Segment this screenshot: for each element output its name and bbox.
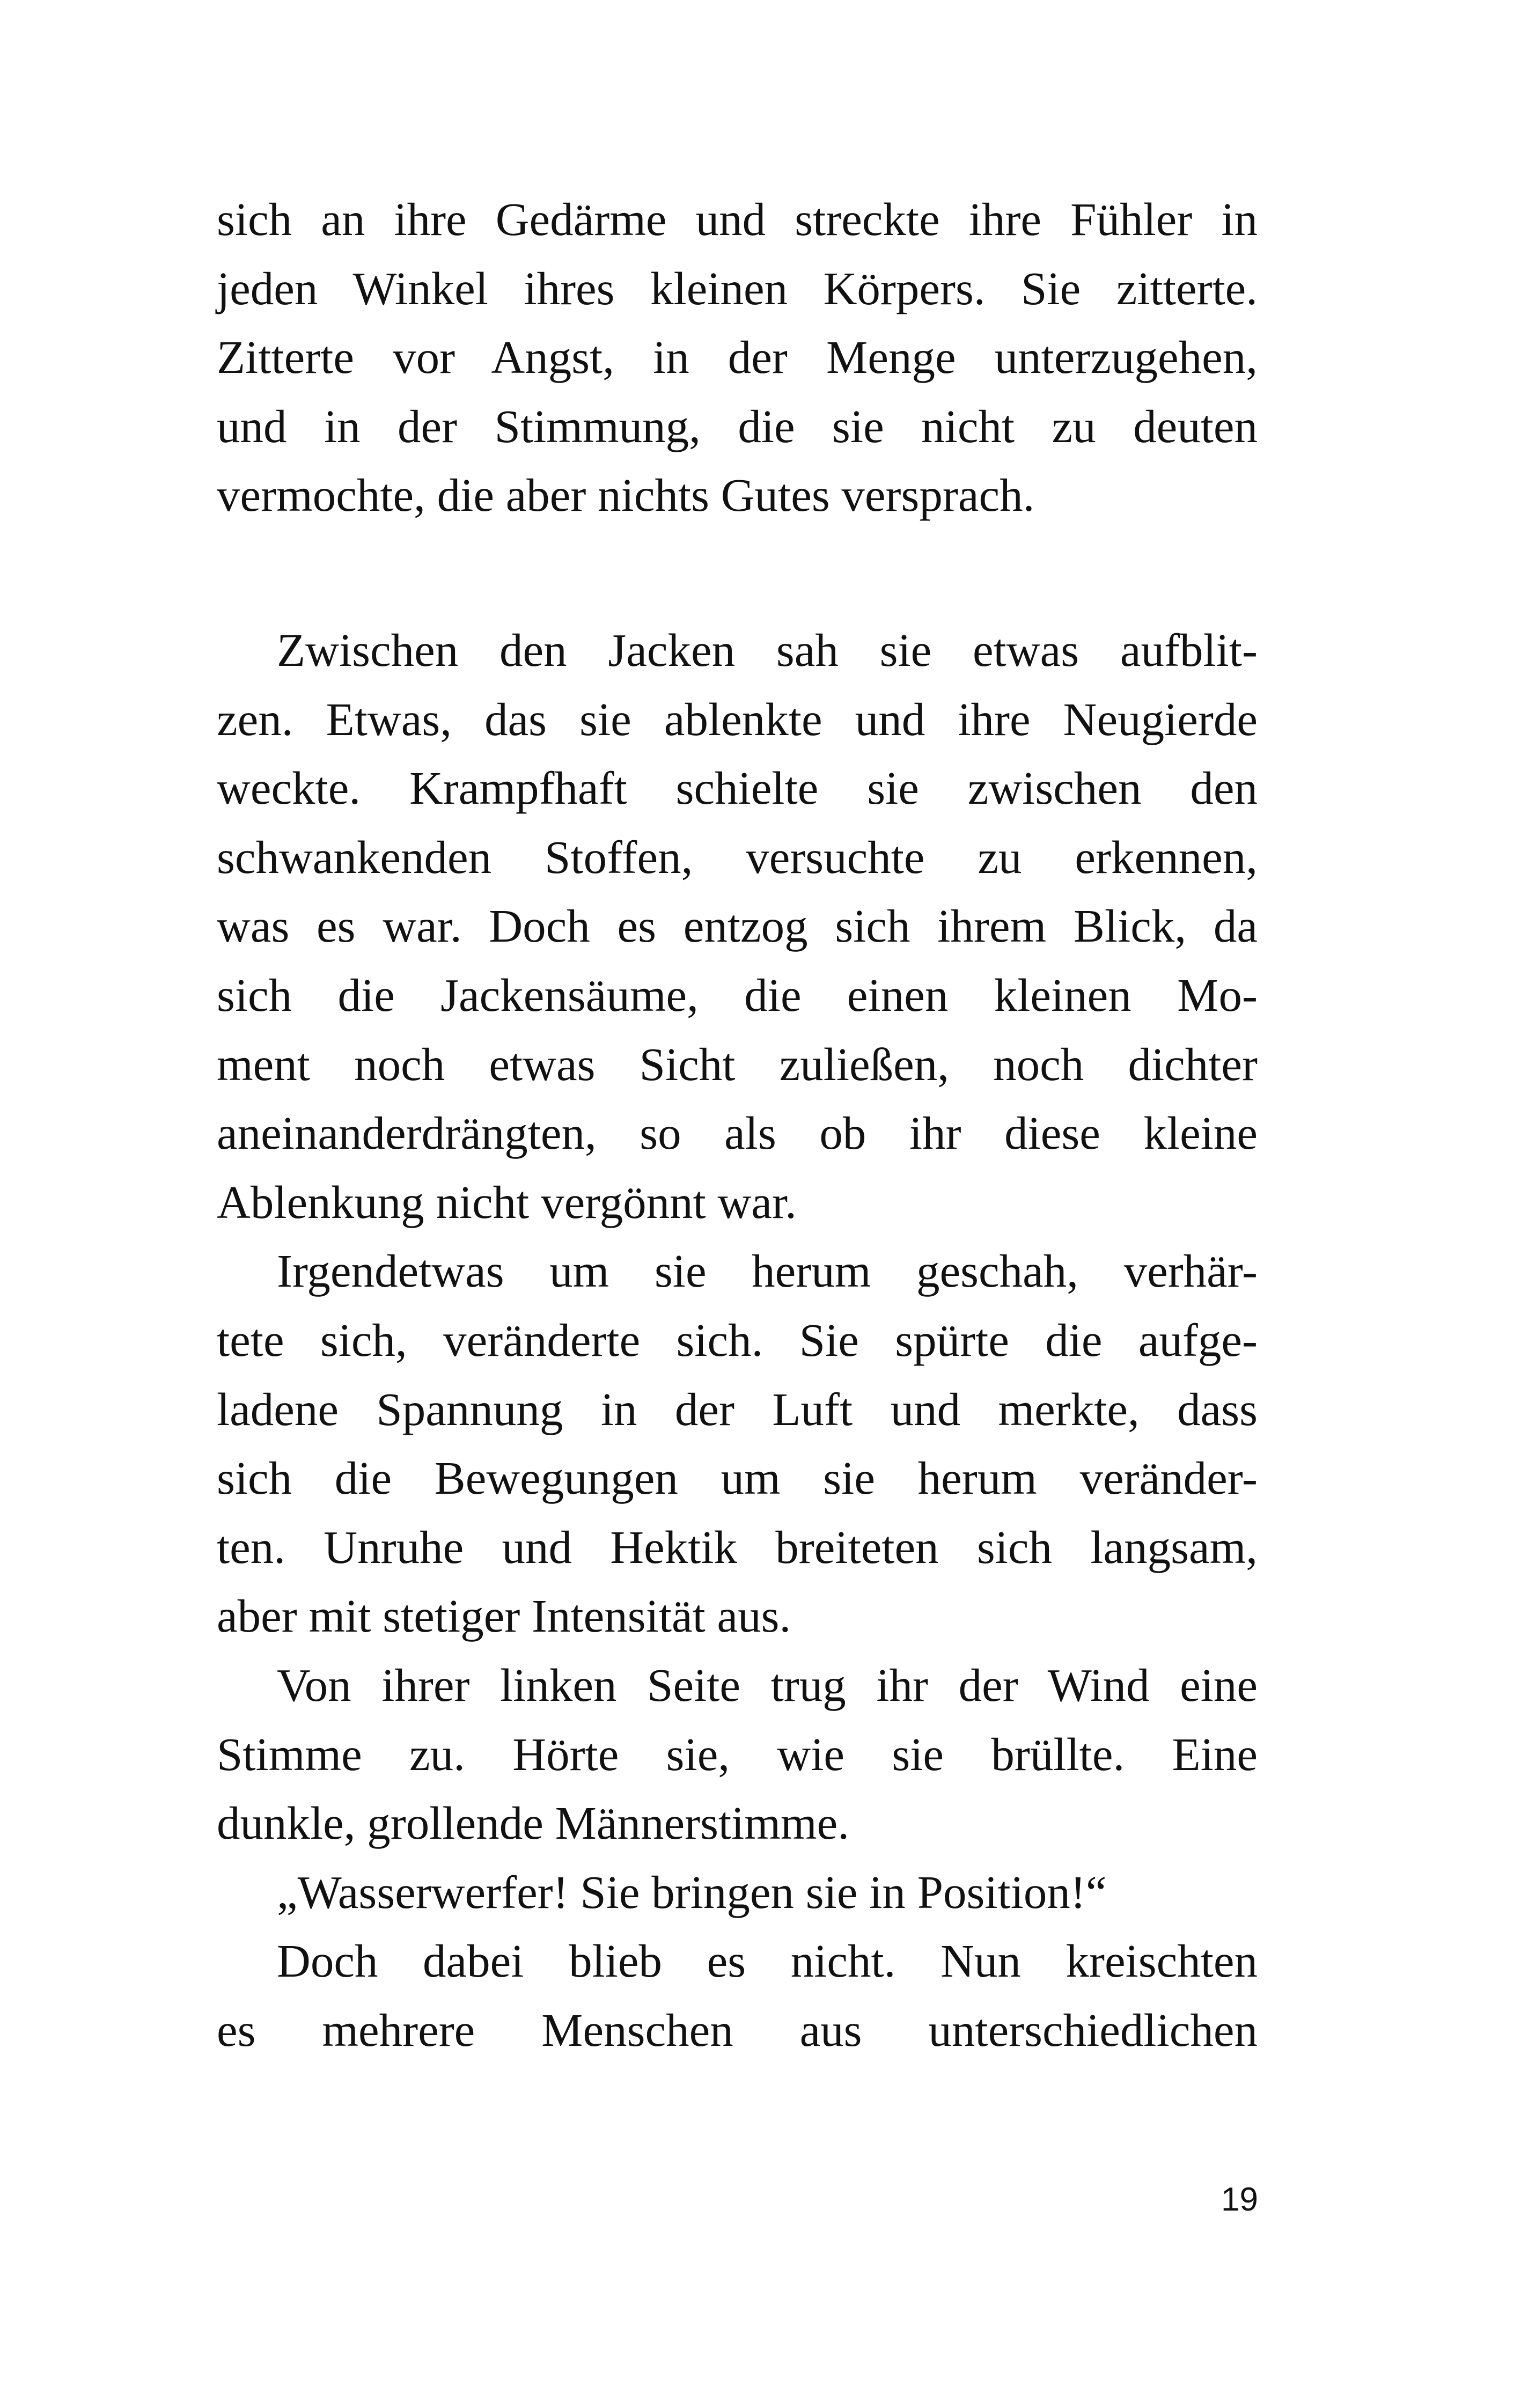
text-line: Zitterte vor Angst, in der Menge unterzugehen, <box>217 331 1258 384</box>
paragraph <box>217 616 1258 1237</box>
text-line: schwankenden Stoffen, versuchte zu erkennen, <box>217 831 1258 883</box>
paragraph <box>217 185 1258 530</box>
text-line: und in der Stimmung, die sie nicht zu deuten <box>217 400 1258 452</box>
text-line: Ablenkung nicht vergönnt war. <box>217 1176 797 1228</box>
text-line: tete sich, veränderte sich. Sie spürte die aufge- <box>217 1313 1258 1366</box>
text-line: ten. Unruhe und Hektik breiteten sich langsam, <box>217 1521 1258 1573</box>
text-line: Doch dabei blieb es nicht. Nun kreischten <box>277 1935 1258 1987</box>
text-line: Stimme zu. Hörte sie, wie sie brüllte. Eine <box>217 1728 1258 1780</box>
text-line: jeden Winkel ihres kleinen Körpers. Sie zitterte. <box>217 262 1258 314</box>
text-line: ladene Spannung in der Luft und merkte, dass <box>217 1383 1258 1435</box>
text-line: sich die Jackensäume, die einen kleinen Mo- <box>217 968 1258 1021</box>
text-line: Von ihrer linken Seite trug ihr der Wind eine <box>277 1658 1258 1711</box>
text-line: Irgendetwas um sie herum geschah, verhär- <box>277 1245 1258 1297</box>
text-line: aber mit stetiger Intensität aus. <box>217 1590 791 1642</box>
paragraph <box>217 1927 1258 2065</box>
paragraph <box>217 1651 1258 1858</box>
paragraph <box>217 1237 1258 1651</box>
text-line: vermochte, die aber nichts Gutes versprach. <box>217 469 1035 522</box>
page-number: 19 <box>1221 2181 1258 2218</box>
text-line: weckte. Krampfhaft schielte sie zwischen den <box>217 762 1258 814</box>
text-line: zen. Etwas, das sie ablenkte und ihre Neugierde <box>217 693 1258 745</box>
text-line: was es war. Doch es entzog sich ihrem Blick, da <box>217 900 1258 952</box>
text-line: Zwischen den Jacken sah sie etwas aufblit- <box>277 624 1258 676</box>
text-line: sich an ihre Gedärme und streckte ihre Fühler in <box>217 193 1258 245</box>
text-block-continuation <box>217 185 1258 530</box>
text-line: „Wasserwerfer! Sie bringen sie in Position!“ <box>277 1866 1107 1918</box>
text-line: ment noch etwas Sicht zuließen, noch dichter <box>217 1038 1258 1090</box>
text-line: aneinanderdrängten, so als ob ihr diese kleine <box>217 1107 1258 1159</box>
text-block-main <box>217 616 1258 2065</box>
text-line: sich die Bewegungen um sie herum veränder- <box>217 1452 1258 1504</box>
paragraph <box>217 1858 1258 1927</box>
text-line: dunkle, grollende Männerstimme. <box>217 1797 850 1849</box>
text-line: es mehrere Menschen aus unterschiedlichen <box>217 2003 1258 2056</box>
